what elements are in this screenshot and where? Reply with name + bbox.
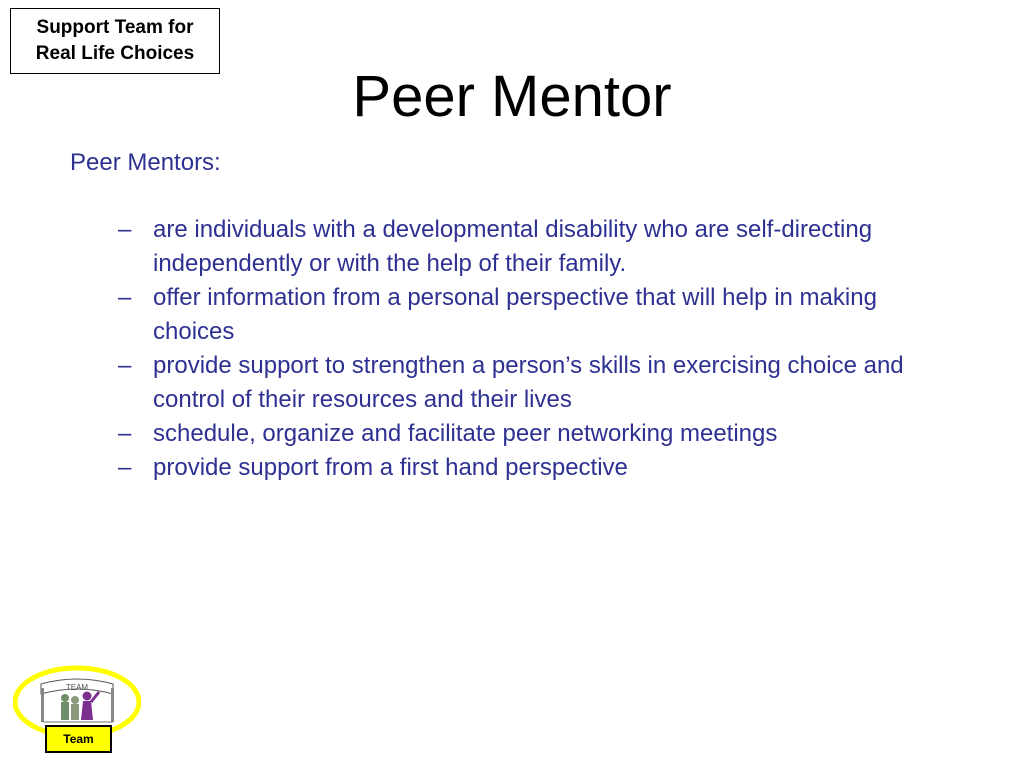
figure-head xyxy=(83,692,92,701)
team-label: Team xyxy=(45,725,112,753)
corner-label-line1: Support Team for xyxy=(36,17,194,38)
slide-title: Peer Mentor xyxy=(352,64,672,129)
logo-post-left xyxy=(41,688,44,722)
bullet-text: are individuals with a developmental disability who are self-directing independently or with the help of their family. xyxy=(153,216,873,277)
list-item xyxy=(118,349,918,417)
figure-body xyxy=(71,704,79,720)
bullet-text: offer information from a personal perspective that will help in making choices xyxy=(153,284,877,345)
corner-label-line2: Real Life Choices xyxy=(35,43,195,64)
figure-body xyxy=(61,702,69,720)
bullet-text: schedule, organize and facilitate peer networking meetings xyxy=(153,420,778,447)
logo-post-right xyxy=(111,688,114,722)
figure-head xyxy=(61,694,69,702)
bullet-text: provide support from a first hand perspective xyxy=(153,454,628,481)
bullet-text: provide support to strengthen a person’s skills in exercising choice and control of their resources and their lives xyxy=(153,352,904,413)
logo-banner-text: TEAM xyxy=(65,683,89,692)
intro-text: Peer Mentors: xyxy=(70,149,221,176)
bullet-dash: – xyxy=(118,216,132,243)
figure-head xyxy=(71,696,79,704)
list-item xyxy=(118,281,918,349)
list-item xyxy=(118,451,918,485)
list-item xyxy=(118,417,918,451)
bullet-dash: – xyxy=(118,352,132,379)
bullet-list xyxy=(118,213,918,485)
bullet-dash: – xyxy=(118,454,132,481)
bullet-dash: – xyxy=(118,284,132,311)
list-item xyxy=(118,213,918,281)
figure-body xyxy=(81,701,93,720)
bullet-dash: – xyxy=(118,420,132,447)
